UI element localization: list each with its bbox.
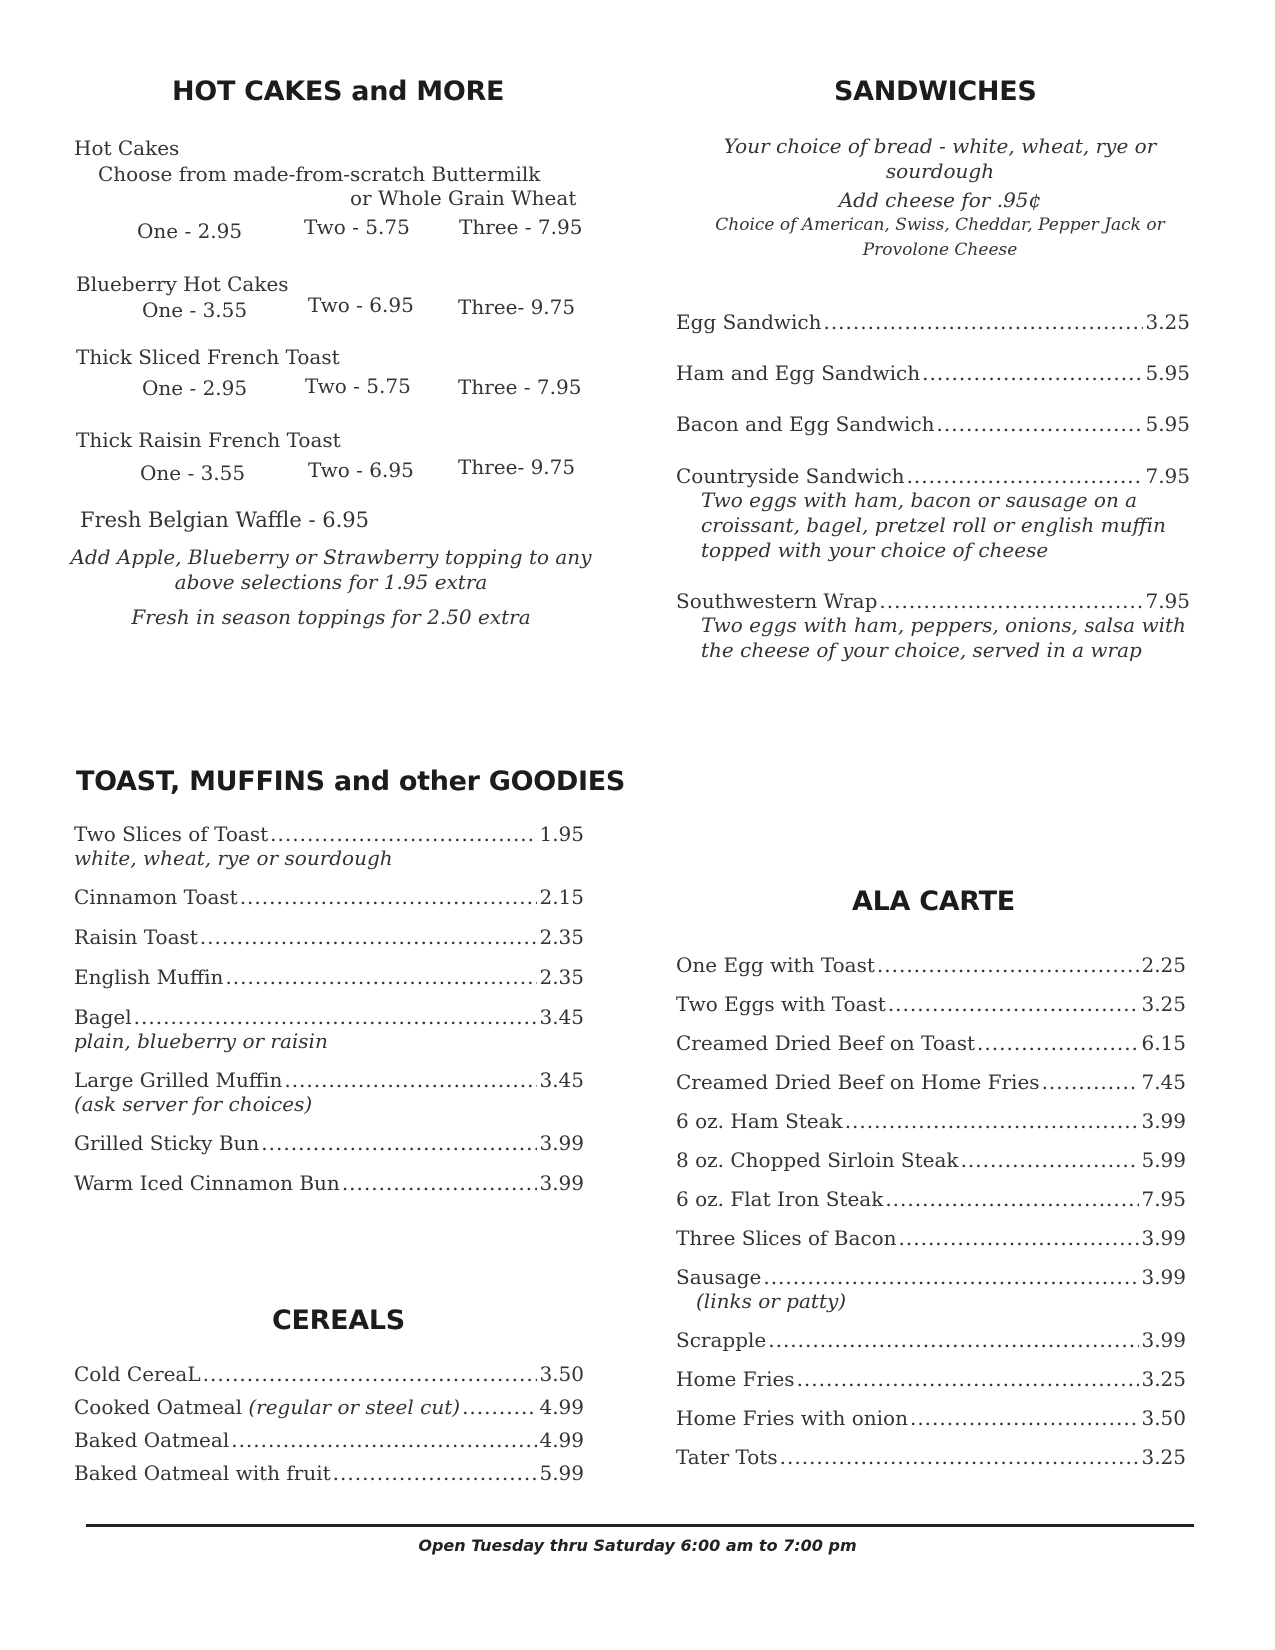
- dot-leader: [797, 1367, 1140, 1391]
- add-cheese-note: Add cheese for .95¢: [838, 188, 1042, 212]
- menu-item: [676, 1328, 1186, 1352]
- sausage-note: (links or patty): [696, 1289, 847, 1313]
- menu-item: [676, 1148, 1186, 1172]
- item-price: 5.99: [1141, 1148, 1186, 1172]
- item-name: Egg Sandwich: [676, 310, 822, 334]
- dot-leader: [261, 1131, 537, 1155]
- hotcakes-desc-1: Choose from made-from-scratch Buttermilk: [98, 162, 541, 186]
- item-price: 3.99: [539, 1171, 584, 1195]
- raisin-french-toast-price-one: One - 3.55: [140, 461, 246, 485]
- cheese-choice-2: Provolone Cheese: [862, 240, 1018, 260]
- dot-leader: [937, 412, 1144, 436]
- item-name: Two Eggs with Toast: [676, 992, 886, 1016]
- item-price: 5.95: [1145, 361, 1190, 385]
- hotcakes-desc-2: or Whole Grain Wheat: [350, 186, 577, 210]
- item-price: 3.99: [1141, 1328, 1186, 1352]
- countryside-desc-2: croissant, bagel, pretzel roll or english muffin: [701, 513, 1166, 537]
- menu-item: [676, 1445, 1186, 1469]
- item-name: Warm Iced Cinnamon Bun: [74, 1171, 340, 1195]
- dot-leader: [231, 1428, 537, 1452]
- footer-divider: [86, 1524, 1194, 1527]
- item-price: 2.25: [1141, 953, 1186, 977]
- menu-item: [74, 1005, 584, 1029]
- hotcakes-price-two: Two - 5.75: [304, 215, 410, 239]
- item-name: 8 oz. Chopped Sirloin Steak: [676, 1148, 959, 1172]
- cheese-choice-1: Choice of American, Swiss, Cheddar, Pepper Jack or: [715, 215, 1165, 235]
- season-toppings-note: Fresh in season toppings for 2.50 extra: [131, 605, 531, 629]
- item-price: 2.15: [539, 885, 584, 909]
- menu-item: [74, 1461, 584, 1485]
- item-price: 2.35: [539, 965, 584, 989]
- french-toast-price-one: One - 2.95: [142, 376, 248, 400]
- item-name: Ham and Egg Sandwich: [676, 361, 921, 385]
- french-toast-price-two: Two - 5.75: [305, 374, 411, 398]
- item-price: 7.95: [1141, 1187, 1186, 1211]
- dot-leader: [284, 1068, 537, 1092]
- item-name: Sausage: [676, 1265, 762, 1289]
- topping-note-2: above selections for 1.95 extra: [174, 570, 488, 594]
- item-name: Large Grilled Muffin: [74, 1068, 283, 1092]
- raisin-french-toast-price-three: Three- 9.75: [458, 455, 576, 479]
- dot-leader: [333, 1461, 538, 1485]
- dot-leader: [910, 1406, 1140, 1430]
- item-price: 7.45: [1141, 1070, 1186, 1094]
- belgian-waffle: Fresh Belgian Waffle - 6.95: [80, 508, 370, 532]
- menu-item: [74, 822, 584, 846]
- item-price: 7.95: [1145, 464, 1190, 488]
- menu-item: [676, 1187, 1186, 1211]
- cereals-heading: CEREALS: [272, 1305, 405, 1336]
- wrap-desc-1: Two eggs with ham, peppers, onions, salsa with: [701, 613, 1186, 637]
- item-name: Southwestern Wrap: [676, 589, 878, 613]
- muffin-note: (ask server for choices): [74, 1092, 313, 1116]
- french-toast-name: Thick Sliced French Toast: [76, 345, 340, 369]
- item-price: 6.15: [1141, 1031, 1186, 1055]
- dot-leader: [977, 1031, 1139, 1055]
- dot-leader: [462, 1395, 537, 1419]
- dot-leader: [342, 1171, 538, 1195]
- item-name: Home Fries with onion: [676, 1406, 908, 1430]
- menu-item: [676, 1109, 1186, 1133]
- item-price: 3.25: [1145, 310, 1190, 334]
- item-price: 4.99: [539, 1428, 584, 1452]
- bagel-note: plain, blueberry or raisin: [74, 1029, 328, 1053]
- item-name: English Muffin: [74, 965, 224, 989]
- dot-leader: [1042, 1070, 1140, 1094]
- item-name: Creamed Dried Beef on Home Fries: [676, 1070, 1040, 1094]
- dot-leader: [240, 885, 538, 909]
- dot-leader: [780, 1445, 1140, 1469]
- menu-item: [74, 965, 584, 989]
- menu-item: [676, 464, 1190, 488]
- item-price: 3.99: [539, 1131, 584, 1155]
- dot-leader: [907, 464, 1144, 488]
- menu-item: [74, 925, 584, 949]
- item-name: Baked Oatmeal: [74, 1428, 230, 1452]
- menu-item: [676, 589, 1190, 613]
- item-name: Grilled Sticky Bun: [74, 1131, 260, 1155]
- item-price: 1.95: [539, 822, 584, 846]
- blueberry-price-one: One - 3.55: [142, 298, 248, 322]
- item-price: 7.95: [1145, 589, 1190, 613]
- dot-leader: [961, 1148, 1140, 1172]
- alacarte-heading: ALA CARTE: [852, 886, 1015, 917]
- hotcakes-price-one: One - 2.95: [137, 219, 243, 243]
- item-price: 3.50: [539, 1362, 584, 1386]
- item-price: 3.99: [1141, 1109, 1186, 1133]
- item-price: 5.95: [1145, 412, 1190, 436]
- raisin-french-toast-price-two: Two - 6.95: [308, 458, 414, 482]
- item-name: Three Slices of Bacon: [676, 1226, 897, 1250]
- dot-leader: [899, 1226, 1140, 1250]
- menu-item: [74, 1428, 584, 1452]
- item-name: Home Fries: [676, 1367, 795, 1391]
- item-price: 3.50: [1141, 1406, 1186, 1430]
- menu-item: [676, 310, 1190, 334]
- dot-leader: [922, 361, 1143, 385]
- menu-item: [676, 412, 1190, 436]
- dot-leader: [888, 992, 1140, 1016]
- menu-item: [676, 1265, 1186, 1289]
- menu-item: [676, 1031, 1186, 1055]
- hotcakes-item-name: Hot Cakes: [74, 136, 180, 160]
- item-price: 3.25: [1141, 1367, 1186, 1391]
- menu-item: [676, 1226, 1186, 1250]
- sandwiches-heading: SANDWICHES: [834, 76, 1037, 107]
- countryside-desc-1: Two eggs with ham, bacon or sausage on a: [701, 488, 1138, 512]
- bread-note-2: sourdough: [885, 159, 995, 183]
- item-name: One Egg with Toast: [676, 953, 875, 977]
- menu-item: [74, 1068, 584, 1092]
- dot-leader: [200, 925, 538, 949]
- blueberry-price-two: Two - 6.95: [308, 293, 414, 317]
- item-price: 3.45: [539, 1068, 584, 1092]
- dot-leader: [763, 1265, 1139, 1289]
- item-price: 2.35: [539, 925, 584, 949]
- item-price: 3.99: [1141, 1265, 1186, 1289]
- hotcakes-price-three: Three - 7.95: [459, 215, 583, 239]
- item-price: 5.99: [539, 1461, 584, 1485]
- item-name: Cold CereaL: [74, 1362, 201, 1386]
- blueberry-hotcakes-name: Blueberry Hot Cakes: [76, 272, 289, 296]
- bread-note-1: Your choice of bread - white, wheat, rye or: [723, 134, 1157, 158]
- item-name: Countryside Sandwich: [676, 464, 905, 488]
- dot-leader: [885, 1187, 1139, 1211]
- menu-item: [676, 361, 1190, 385]
- item-name: Baked Oatmeal with fruit: [74, 1461, 331, 1485]
- menu-item: [74, 885, 584, 909]
- dot-leader: [225, 965, 537, 989]
- dot-leader: [203, 1362, 538, 1386]
- menu-item: [74, 1395, 584, 1419]
- item-price: 4.99: [539, 1395, 584, 1419]
- item-name: Scrapple: [676, 1328, 767, 1352]
- item-price: 3.99: [1141, 1226, 1186, 1250]
- item-name: 6 oz. Ham Steak: [676, 1109, 843, 1133]
- dot-leader: [270, 822, 537, 846]
- item-name: Bacon and Egg Sandwich: [676, 412, 935, 436]
- countryside-desc-3: topped with your choice of cheese: [701, 538, 1049, 562]
- menu-item: [74, 1131, 584, 1155]
- dot-leader: [877, 953, 1140, 977]
- item-name: Tater Tots: [676, 1445, 778, 1469]
- dot-leader: [879, 589, 1143, 613]
- wrap-desc-2: the cheese of your choice, served in a wrap: [701, 638, 1142, 662]
- menu-item: [676, 1406, 1186, 1430]
- raisin-french-toast-name: Thick Raisin French Toast: [76, 428, 341, 452]
- menu-item: [676, 1367, 1186, 1391]
- dot-leader: [768, 1328, 1139, 1352]
- item-note: (regular or steel cut): [248, 1395, 461, 1419]
- item-price: 3.25: [1141, 992, 1186, 1016]
- item-name: 6 oz. Flat Iron Steak: [676, 1187, 884, 1211]
- menu-item: [676, 992, 1186, 1016]
- item-name: Creamed Dried Beef on Toast: [676, 1031, 976, 1055]
- item-name: Raisin Toast: [74, 925, 198, 949]
- hotcakes-heading: HOT CAKES and MORE: [172, 76, 505, 107]
- item-name: Two Slices of Toast: [74, 822, 269, 846]
- dot-leader: [823, 310, 1143, 334]
- menu-item: [676, 1070, 1186, 1094]
- toast-note: white, wheat, rye or sourdough: [74, 846, 393, 870]
- item-price: 3.45: [539, 1005, 584, 1029]
- item-price: 3.25: [1141, 1445, 1186, 1469]
- topping-note-1: Add Apple, Blueberry or Strawberry topping to any: [70, 545, 592, 569]
- blueberry-price-three: Three- 9.75: [458, 295, 576, 319]
- menu-item: [74, 1171, 584, 1195]
- hours-text: Open Tuesday thru Saturday 6:00 am to 7:00 pm: [418, 1536, 857, 1555]
- dot-leader: [134, 1005, 538, 1029]
- item-name: Cinnamon Toast: [74, 885, 238, 909]
- item-name: Bagel: [74, 1005, 132, 1029]
- item-name: Cooked Oatmeal: [74, 1395, 242, 1419]
- french-toast-price-three: Three - 7.95: [458, 375, 582, 399]
- menu-item: [74, 1362, 584, 1386]
- menu-item: [676, 953, 1186, 977]
- toast-heading: TOAST, MUFFINS and other GOODIES: [76, 766, 626, 797]
- dot-leader: [845, 1109, 1140, 1133]
